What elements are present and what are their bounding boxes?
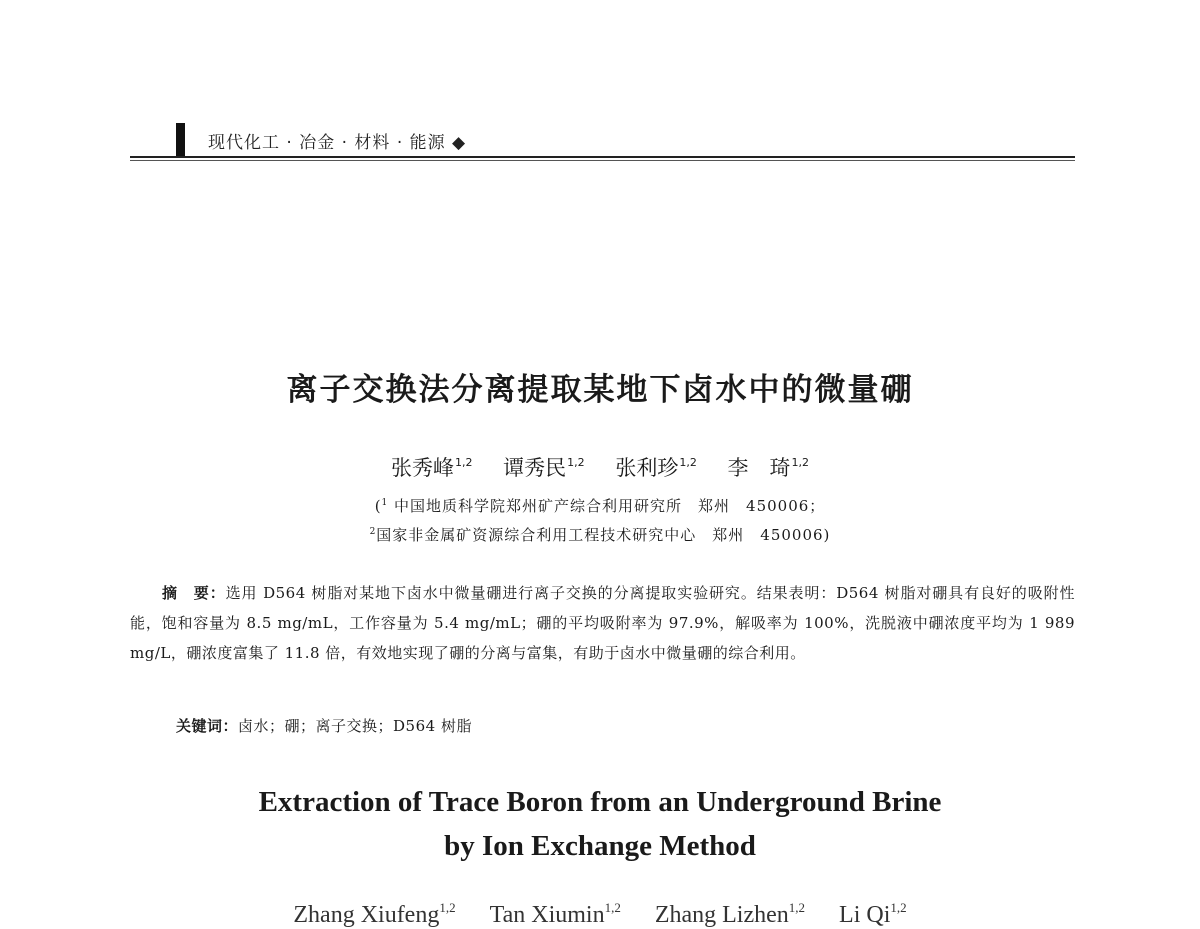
running-header <box>130 118 1075 160</box>
keywords-label: 关键词： <box>176 717 239 735</box>
author-en-name: Li Qi <box>839 902 891 928</box>
author-en-name: Zhang Xiufeng <box>293 902 440 928</box>
author-cn <box>391 456 473 480</box>
header-rule-thin <box>130 160 1075 161</box>
affiliation-text: 国家非金属矿资源综合利用工程技术研究中心 郑州 450006) <box>376 526 831 544</box>
author-cn-name: 张利珍 <box>615 456 679 480</box>
abstract <box>130 578 1075 668</box>
author-en-affil: 1,2 <box>439 900 456 915</box>
author-list-chinese <box>0 452 1200 482</box>
author-en-affil: 1,2 <box>604 900 621 915</box>
paper-title-english-line2: by Ion Exchange Method <box>444 830 756 862</box>
author-cn-name: 张秀峰 <box>390 456 454 480</box>
author-en-affil: 1,2 <box>788 900 806 915</box>
affiliation-open-paren: ( <box>374 497 382 515</box>
author-cn-affil: 1,2 <box>567 456 585 469</box>
keywords-text: 卤水；硼；离子交换；D564 树脂 <box>238 717 472 735</box>
author-cn-affil: 1,2 <box>679 456 697 469</box>
affiliation-2 <box>0 524 1200 545</box>
affiliation-marker: 2 <box>369 527 377 537</box>
author-cn <box>503 456 585 480</box>
author-en-name: Zhang Lizhen <box>654 902 789 928</box>
author-cn-affil: 1,2 <box>791 456 810 469</box>
author-en <box>655 902 805 928</box>
author-en-name: Tan Xiumin <box>489 902 605 928</box>
author-cn-name: 李 琦 <box>727 456 791 480</box>
keywords <box>176 715 1076 736</box>
author-list-english <box>0 900 1200 929</box>
header-rule <box>130 156 1075 158</box>
author-cn-affil: 1,2 <box>454 456 473 469</box>
affiliation-marker: 1 <box>381 498 389 508</box>
paper-title-english-line1: Extraction of Trace Boron from an Underground Brine <box>258 786 942 818</box>
author-en <box>490 902 621 928</box>
author-cn <box>615 456 697 480</box>
affiliation-1 <box>0 495 1200 516</box>
affiliation-text: 中国地质科学院郑州矿产综合利用研究所 郑州 450006； <box>388 497 826 515</box>
abstract-label: 摘 要： <box>162 584 226 602</box>
author-en <box>839 902 907 928</box>
header-marker-bar <box>176 123 185 157</box>
author-cn-name: 谭秀民 <box>503 456 567 480</box>
paper-title-chinese: 离子交换法分离提取某地下卤水中的微量硼 <box>286 372 914 408</box>
author-cn <box>728 456 810 480</box>
abstract-text: 选用 D564 树脂对某地下卤水中微量硼进行离子交换的分离提取实验研究。结果表明：D564 树脂对硼具有良好的吸附性能，饱和容量为 8.5 mg/mL，工作容量为 5.4 mg/mL；硼的平均吸附率为 97.9%，解吸率为 100%，洗脱液中硼浓度平均为 1 989 mg/L，硼浓度富集了 11.8 倍，有效地实现了硼的分离与富集，有助于卤水中微量硼的综合利用。 <box>130 584 1075 662</box>
author-en <box>293 902 455 928</box>
journal-section-title: 现代化工 · 冶金 · 材料 · 能源 ◆ <box>208 133 467 153</box>
author-en-affil: 1,2 <box>890 900 907 915</box>
